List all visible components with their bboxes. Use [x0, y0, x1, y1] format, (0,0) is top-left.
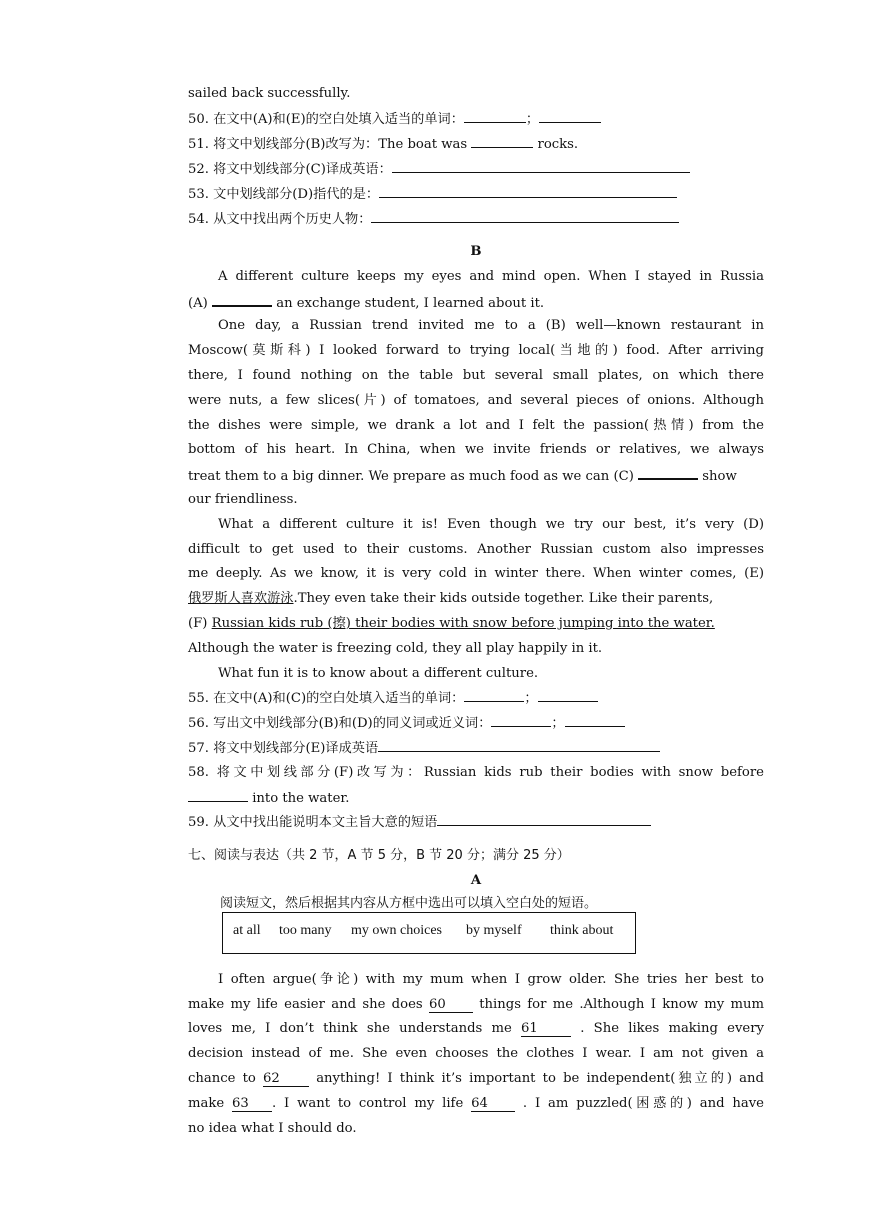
question-text: 57. 将文中划线部分(E)译成英语: [188, 741, 379, 756]
question-text: 51. 将文中划线部分(B)改写为：The boat was: [188, 137, 472, 152]
question-text: 55. 在文中(A)和(C)的空白处填入适当的单词：: [188, 691, 465, 706]
text: loves me, I don’t think she understands me: [188, 1021, 522, 1036]
passage-line: [188, 466, 764, 486]
text: make: [188, 1096, 232, 1111]
passage-line: Moscow(莫斯科) I looked forward to trying local(当地的) food. After arriving: [188, 343, 764, 358]
answer-blank[interactable]: [471, 135, 533, 148]
phrase-option: my own choices: [351, 923, 442, 938]
passage-line: there, I found nothing on the table but several small plates, on which there: [188, 368, 764, 383]
answer-blank[interactable]: [378, 739, 660, 752]
answer-blank[interactable]: [379, 185, 677, 198]
passage-line: [188, 1020, 764, 1038]
phrase-option: at all: [233, 923, 261, 938]
text: (F): [188, 616, 212, 631]
passage-line: [188, 590, 764, 608]
separator: ；: [525, 112, 540, 127]
passage-line: I often argue(争论) with my mum when I grow older. She tries her best to: [218, 972, 764, 987]
answer-blank[interactable]: [539, 110, 601, 123]
question-57: [188, 739, 764, 758]
passage-line: difficult to get used to their customs. Another Russian custom also impresses: [188, 542, 764, 557]
answer-blank-a[interactable]: [212, 293, 272, 307]
question-text: rocks.: [533, 137, 579, 152]
answer-blank[interactable]: [464, 110, 526, 123]
passage-line: [188, 85, 764, 103]
passage-line: decision instead of me. She even chooses the clothes I wear. I am not given a: [188, 1046, 764, 1061]
separator: ；: [551, 716, 565, 731]
phrase-box: [222, 912, 636, 954]
answer-blank[interactable]: [464, 689, 524, 702]
instruction: 阅读短文，然后根据其内容从方框中选出可以填入空白处的短语。: [220, 896, 598, 911]
passage-line: our friendliness.: [188, 492, 298, 507]
blank-64[interactable]: 64: [471, 1097, 515, 1112]
passage-line: bottom of his heart. In China, when we invite friends or relatives, we always: [188, 442, 764, 457]
question-55: [188, 689, 764, 708]
passage-line: What fun it is to know about a different culture.: [218, 666, 539, 681]
answer-blank[interactable]: [392, 160, 690, 173]
passage-line: One day, a Russian trend invited me to a (B) well—known restaurant in: [218, 318, 764, 333]
passage-line: A different culture keeps my eyes and mind open. When I stayed in Russia: [218, 269, 764, 284]
passage-line: What a different culture it is! Even though we try our best, it’s very (D): [218, 517, 764, 532]
text: make my life easier and she does: [188, 997, 429, 1012]
text: (A): [188, 296, 213, 311]
text: sailed back successfully.: [188, 86, 351, 101]
phrase-option: too many: [279, 923, 332, 938]
text: an exchange student, I learned about it.: [272, 296, 545, 311]
question-51: [188, 135, 764, 154]
passage-line: [188, 615, 764, 633]
text: show: [698, 469, 737, 484]
underlined-phrase-e: 俄罗斯人喜欢游泳: [188, 591, 294, 606]
text: things for me .Although I know my mum: [472, 997, 765, 1012]
answer-blank[interactable]: [188, 789, 248, 802]
passage-line: [188, 996, 764, 1014]
phrase-option: think about: [550, 923, 614, 938]
question-52: [188, 160, 764, 179]
separator: ；: [524, 691, 538, 706]
question-text: into the water.: [248, 791, 350, 806]
answer-blank[interactable]: [371, 210, 679, 223]
question-text: 54. 从文中找出两个历史人物：: [188, 212, 372, 227]
passage-line: the dishes were simple, we drank a lot and I felt the passion(热情) from the: [188, 418, 764, 433]
question-text: 52. 将文中划线部分(C)译成英语：: [188, 162, 392, 177]
blank-62[interactable]: 62: [263, 1072, 309, 1087]
question-53: [188, 185, 764, 204]
question-text: 56. 写出文中划线部分(B)和(D)的同义词或近义词：: [188, 716, 492, 731]
text: .They even take their kids outside together. Like their parents,: [293, 591, 714, 606]
question-text: 53. 文中划线部分(D)指代的是：: [188, 187, 380, 202]
section-heading-a: A: [470, 873, 482, 888]
question-58-cont: [188, 789, 764, 808]
text: anything! I think it’s important to be independent(独立的) and: [309, 1071, 764, 1086]
text: . I am puzzled(困惑的) and have: [515, 1096, 764, 1111]
text: . I want to control my life: [272, 1096, 472, 1111]
text: treat them to a big dinner. We prepare as much food as we can (C): [188, 469, 639, 484]
answer-blank[interactable]: [565, 714, 625, 727]
passage-line: were nuts, a few slices(片) of tomatoes, and several pieces of onions. Although: [188, 393, 764, 408]
question-58: 58. 将文中划线部分(F)改写为：Russian kids rub their bodies with snow before: [188, 765, 764, 780]
passage-line: [188, 1095, 764, 1113]
passage-line: no idea what I should do.: [188, 1121, 357, 1136]
passage-line: Although the water is freezing cold, they all play happily in it.: [188, 641, 603, 656]
question-text: 50. 在文中(A)和(E)的空白处填入适当的单词：: [188, 112, 464, 127]
text: . She likes making every: [571, 1021, 764, 1036]
answer-blank-c[interactable]: [638, 466, 698, 480]
question-text: 59. 从文中找出能说明本文主旨大意的短语: [188, 815, 438, 830]
question-56: [188, 714, 764, 733]
answer-blank[interactable]: [437, 813, 651, 826]
question-54: [188, 210, 764, 229]
part-title: 七、阅读与表达（共 2 节，A 节 5 分，B 节 20 分；满分 25 分）: [188, 848, 570, 863]
question-50: [188, 110, 764, 129]
blank-60[interactable]: 60: [429, 998, 473, 1013]
blank-61[interactable]: 61: [521, 1022, 571, 1037]
section-heading-b: B: [470, 244, 482, 259]
phrase-option: by myself: [466, 923, 522, 938]
passage-line: me deeply. As we know, it is very cold in winter there. When winter comes, (E): [188, 566, 764, 581]
question-59: [188, 813, 764, 832]
answer-blank[interactable]: [538, 689, 598, 702]
passage-line: [188, 293, 764, 313]
underlined-phrase-f: Russian kids rub (擦) their bodies with snow before jumping into the water.: [211, 616, 715, 631]
blank-63[interactable]: 63: [232, 1097, 272, 1112]
answer-blank[interactable]: [491, 714, 551, 727]
passage-line: [188, 1070, 764, 1088]
text: chance to: [188, 1071, 264, 1086]
